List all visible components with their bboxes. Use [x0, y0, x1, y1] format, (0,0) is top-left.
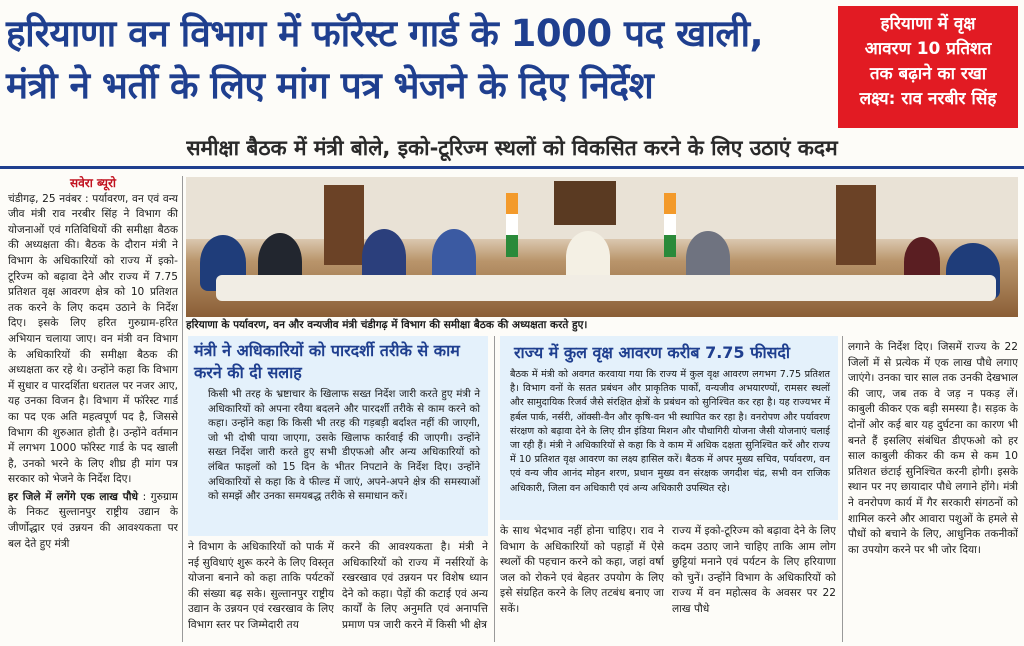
article-column-a: ने विभाग के अधिकारियों को पार्क में नई सुविधाएं शुरू करने के लिए विस्तृत योजना बनाने को कहा ताकि पर्यटकों की संख्या बढ़ सके। सुल्तानपुर राष्ट्रीय उद्यान के उन्नयन एवं रखरखाव के लिए विभाग स्तर पर जिम्मेदारी तय [188, 541, 334, 631]
callout-box-1 [188, 336, 488, 536]
highlight-line-1: हरियाणा में वृक्ष [880, 14, 976, 34]
headline-line-1: हरियाणा वन विभाग में फॉरेस्ट गार्ड के 1000 पद खाली, [6, 12, 764, 55]
callout-box-2 [500, 336, 838, 520]
meeting-table [216, 275, 996, 301]
emblem-frame [554, 181, 616, 225]
article-column-c: के साथ भेदभाव नहीं होना चाहिए। राव ने विभाग के अधिकारियों को पहाड़ों में ऐसे स्थलों की पहचान करने को कहा, जहां वर्षा जल को रोकने एवं बेहतर उपयोग के लिए इसे संग्रहित करने के लिए तटबंध बनाए जा सकें। [500, 525, 664, 615]
column-divider [842, 336, 843, 642]
article-column-1 [8, 176, 178, 642]
highlight-line-4: लक्ष्य: राव नरबीर सिंह [859, 89, 997, 109]
photo-door [836, 185, 876, 265]
callout-title-2: राज्य में कुल वृक्ष आवरण करीब 7.75 फीसदी [514, 343, 791, 362]
photo-caption: हरियाणा के पर्यावरण, वन और वन्यजीव मंत्री चंडीगढ़ में विभाग की समीक्षा बैठक की अध्यक्षता करते हुए। [186, 319, 588, 331]
callout-body-1: किसी भी तरह के भ्रष्टाचार के खिलाफ सख्त निर्देश जारी करते हुए मंत्री ने अधिकारियों को अपना रवैया बदलने और पारदर्शी तरीके से काम करने को कहा। उन्होंने कहा कि किसी भी तरह की गड़बड़ी बर्दाश्त नहीं की जाएगी, जो भी दोषी पाया जाएगा, उसके खिलाफ कार्रवाई की जाएगी। उन्होंने सख्त निर्देश जारी करते हुए सभी डीएफओ और अन्य अधिकारियों को लंबित फाइलों को 15 दिन के भीतर निपटाने के निर्देश दिए। उन्होंने अधिकारियों से कहा कि वे फील्ड में जाएं, अपने-अपने क्षेत्र की समस्याओं को समझें और उनका समयबद्ध तरीके से समाधान करें। [208, 389, 480, 503]
column-divider [494, 336, 495, 642]
divider [0, 166, 1024, 169]
callout-title-1: मंत्री ने अधिकारियों को पारदर्शी तरीके से काम करने की दी सलाह [194, 341, 460, 382]
highlight-line-2: आवरण 10 प्रतिशत [864, 39, 992, 59]
article-body-1: चंडीगढ़, 25 नवंबर : पर्यावरण, वन एवं वन्य जीव मंत्री राव नरबीर सिंह ने विभाग की योजनाओं एवं गतिविधियों की समीक्षा बैठक की अध्यक्षता की। बैठक के दौरान मंत्री ने विभाग के अधिकारियों को राज्य में इको-टूरिज्म को बढ़ावा देने और राज्य में 7.75 प्रतिशत वृक्ष आवरण क्षेत्र को 10 प्रतिशत तक करने के लिए कदम उठाने के निर्देश दिए। इसके लिए हरित गुरुग्राम-हरित अभियान चलाया जाए। वन मंत्री वन विभाग के अधिकारियों की समीक्षा बैठक की अध्यक्षता कर रहे थे। उन्होंने कहा कि विभाग में सुधार व पारदर्शिता धरातल पर नजर आए, यह उनका विजन है। विभाग में फॉरेस्ट गार्ड का पद एक अति महत्वपूर्ण पद है, जिससे विभाग की शुरुआत होती है। उन्होंने वर्तमान में लगभग 1000 फॉरेस्ट गार्ड के पद खाली है, उनको भरने के लिए शीघ्र ही मांग पत्र सरकार को भेजने के निर्देश दिए। [8, 192, 178, 486]
highlight-box [838, 6, 1018, 128]
flag [506, 193, 518, 257]
article-column-e: लगाने के निर्देश दिए। जिसमें राज्य के 22 जिलों में से प्रत्येक में एक लाख पौधे लगाए जाएंगे। उनका चार साल तक उनकी देखभाल की जाए, जब तक वे जड़ न पकड़ लें। काबुली कीकर एक बड़ी समस्या है। सड़क के दोनों ओर कई बार यह दुर्घटना का कारण भी बनते हैं इसलिए संबंधित डीएफओ को हर साल काबुली कीकर की कम से कम 10 प्रतिशत छंटाई सुनिश्चित करनी होगी। इसके स्थान पर नए छायादार पौधे लगाने होंगे। मंत्री ने वनरोपण कार्य में गैर सरकारी संगठनों को शामिल करने और आवारा पशुओं के हमले से पौधों को बचाने के लिए, आधुनिक तकनीकों का उपयोग करने पर भी जोर दिया। [848, 341, 1018, 556]
section-subhead: हर जिले में लगेंगे एक लाख पौधे [8, 490, 139, 503]
flag [664, 193, 676, 257]
photo-door [324, 185, 364, 265]
article-column-d: राज्य में इको-टूरिज्म को बढ़ावा देने के लिए कदम उठाए जाने चाहिए ताकि आम लोग छुट्टियां मनाने एवं पर्यटन के लिए हरियाणा को चुनें। उन्होंने विभाग के अधिकारियों को राज्य में वन महोत्सव के अवसर पर 22 लाख पौधे [672, 525, 836, 615]
headline-line-2: मंत्री ने भर्ती के लिए मांग पत्र भेजने के दिए निर्देश [6, 64, 654, 107]
article-body-1-tail: : गुरुग्राम के निकट सुल्तानपुर राष्ट्रीय उद्यान के जीर्णोद्धार एवं उन्नयन की आवश्यकता पर बल देते हुए मंत्री [8, 490, 178, 550]
headline [6, 8, 834, 112]
article-column-b: करने की आवश्यकता है। मंत्री ने अधिकारियों को राज्य में नर्सरियों के रखरखाव एवं उन्नयन पर विशेष ध्यान देने को कहा। पेड़ों की कटाई एवं अन्य कार्यों के लिए अनुमति एवं अनापत्ति प्रमाण पत्र जारी करने में किसी भी क्षेत्र [342, 541, 488, 631]
subheadline: समीक्षा बैठक में मंत्री बोले, इको-टूरिज्म स्थलों को विकसित करने के लिए उठाएं कदम [186, 136, 838, 160]
highlight-line-3: तक बढ़ाने का रखा [869, 64, 987, 84]
callout-body-2: बैठक में मंत्री को अवगत करवाया गया कि राज्य में कुल वृक्ष आवरण लगभग 7.75 प्रतिशत है। विभाग वनों के सतत प्रबंधन और प्राकृतिक पार्कों, वन्यजीव अभयारण्यों, रामसर स्थलों और सामुदायिक रिजर्व जैसे संरक्षित क्षेत्रों के प्रबंधन को सुनिश्चित कर रहा है। यह राज्यभर में हर्बल पार्क, नर्सरी, ऑक्सी-वैन और कृषि-वन भी स्थापित कर रहा है। वनरोपण और पर्यावरण संरक्षण को बढ़ावा देने के लिए ग्रीन इंडिया मिशन और पौधागिरी योजना जैसी योजनाएं चलाई जा रही हैं। मंत्री ने अधिकारियों से कहा कि वे काम में अधिक दक्षता सुनिश्चित करें और राज्य में 10 प्रतिशत वृक्ष आवरण का लक्ष्य हासिल करें। बैठक में अपर मुख्य सचिव, पर्यावरण, वन एवं वन्य जीव आनंद मोहन शरण, प्रधान मुख्य वन संरक्षक जगदीश चंद्र, सभी वन राजिक अधिकारी, जिला वन अधिकारी एवं अन्य अधिकारी उपस्थित रहे। [510, 369, 830, 494]
meeting-photo [186, 177, 1018, 317]
column-divider [182, 176, 183, 642]
byline: सवेरा ब्यूरो [70, 176, 116, 190]
